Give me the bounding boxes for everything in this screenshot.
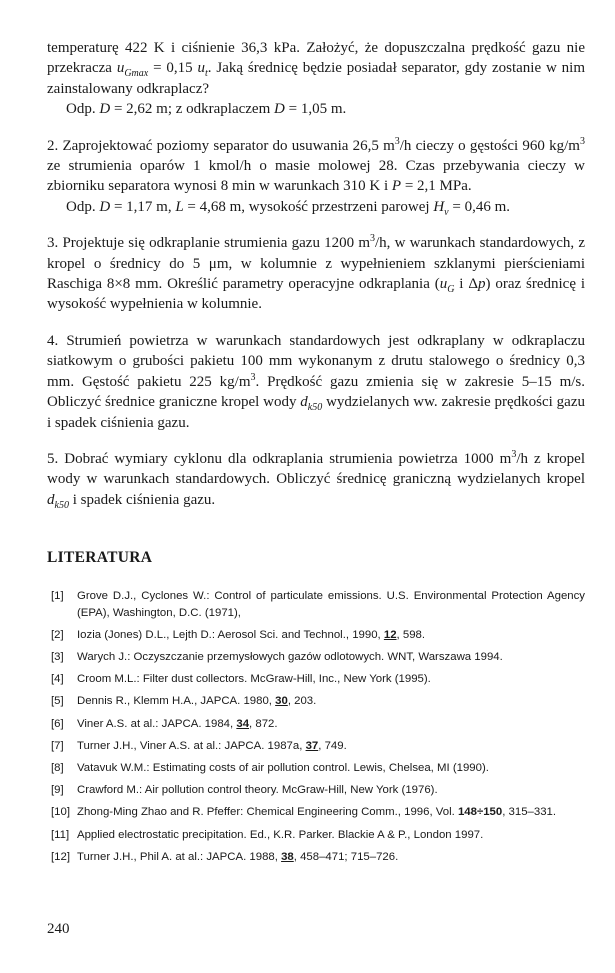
reference-item: [9] Crawford M.: Air pollution control theory. McGraw-Hill, New York (1976). [51,784,438,797]
reference-item: [11] Applied electrostatic precipitation. Ed., K.R. Parker. Blackie A & P., London 1997. [51,828,484,841]
literature-heading: LITERATURA [47,549,153,567]
reference-item: [2] Iozia (Jones) D.L., Lejth D.: Aerosol Sci. and Technol., 1990, 12, 598. [51,628,426,641]
problem-4-text: 4. Strumień powietrza w warunkach standardowych jest odkraplany w odkraplaczu siatkowym o grubości pakietu 100 mm wykonanym z drutu stalowego o średnicy 0,3 mm. Gęstość pakietu 225 $kg/m^3$. Prędkość gazu zmienia się w zakresie 5–15 m/s. Obliczyć średnice graniczne kropel wody $d_{k50}$ wydzielanych ww. zakresie prędkości gazu i spadek ciśnienia gazu. [47,332,585,431]
page-number: 240 [47,921,70,937]
reference-item: [7] Turner J.H., Viner A.S. at al.: JAPCA. 1987a, 37, 749. [51,739,347,752]
problem-3-text: 3. Projektuje się odkraplanie strumienia gazu 1200 $m^3/h$, w warunkach standardowych, z kropel o średnicy do 5 μm, w kolumnie z wypełnieniem szklanymi pierścieniami Raschiga 8×8 mm. Określić parametry operacyjne odkraplania ($u_G$ i Δp) oraz średnicę i wysokość wypełnienia w kolumnie. [47,233,585,313]
problem-2-answer: Odp. D = 1,17 m, L = 4,68 m, wysokość przestrzeni parowej $H_v = 0,46$ m. [66,198,511,218]
problem-1-answer: Odp. D = 2,62 m; z odkraplaczem D = 1,05 m. [66,101,347,118]
reference-item: [12] Turner J.H., Phil A. at al.: JAPCA. 1988, 38, 458–471; 715–726. [51,850,399,863]
page-content [47,38,585,871]
reference-item: [10] Zhong-Ming Zhao and R. Pfeffer: Chemical Engineering Comm., 1996, Vol. 148÷150, 315–331. [51,806,557,819]
reference-item: [1] Grove D.J., Cyclones W.: Control of particulate emissions. U.S. Environmental Protection Agency (EPA), Washington, D.C. (1971), [51,590,585,619]
reference-item: [6] Viner A.S. at al.: JAPCA. 1984, 34, 872. [51,717,278,730]
reference-item: [8] Vatavuk W.M.: Estimating costs of air pollution control. Lewis, Chelsea, MI (1990). [51,762,489,775]
problem-5-text: 5. Dobrać wymiary cyklonu dla odkraplania strumienia powietrza 1000 $m^3/h$ z kropel wody w warunkach standardowych. Obliczyć średnicę graniczną wydzielanych kropel $d_{k50}$ i spadek ciśnienia gazu. [47,448,585,511]
reference-list [47,588,585,865]
reference-item: [4] Croom M.L.: Filter dust collectors. McGraw-Hill, Inc., New York (1995). [51,673,431,686]
problem-1-text: temperaturę 422 K i ciśnienie 36,3 kPa. Założyć, że dopuszczalna prędkość gazu nie przekracza $u_{Gmax} = 0,15$ $u_t$. Jaką średnicę będzie posiadał separator, gdy zostanie w nim zainstalowany odkraplacz? [47,40,586,97]
problem-2-text: 2. Zaprojektować poziomy separator do usuwania 26,5 $m^3/h$ cieczy o gęstości 960 $kg/m^3$ ze strumienia oparów 1 kmol/h o masie molowej 28. Czas przebywania cieczy w zbiorniku separatora wynosi 8 min w warunkach 310 K i P = 2,1 MPa. [47,135,585,195]
reference-item: [5] Dennis R., Klemm H.A., JAPCA. 1980, 30, 203. [51,695,317,708]
reference-item: [3] Warych J.: Oczyszczanie przemysłowych gazów odlotowych. WNT, Warszawa 1994. [51,651,503,664]
